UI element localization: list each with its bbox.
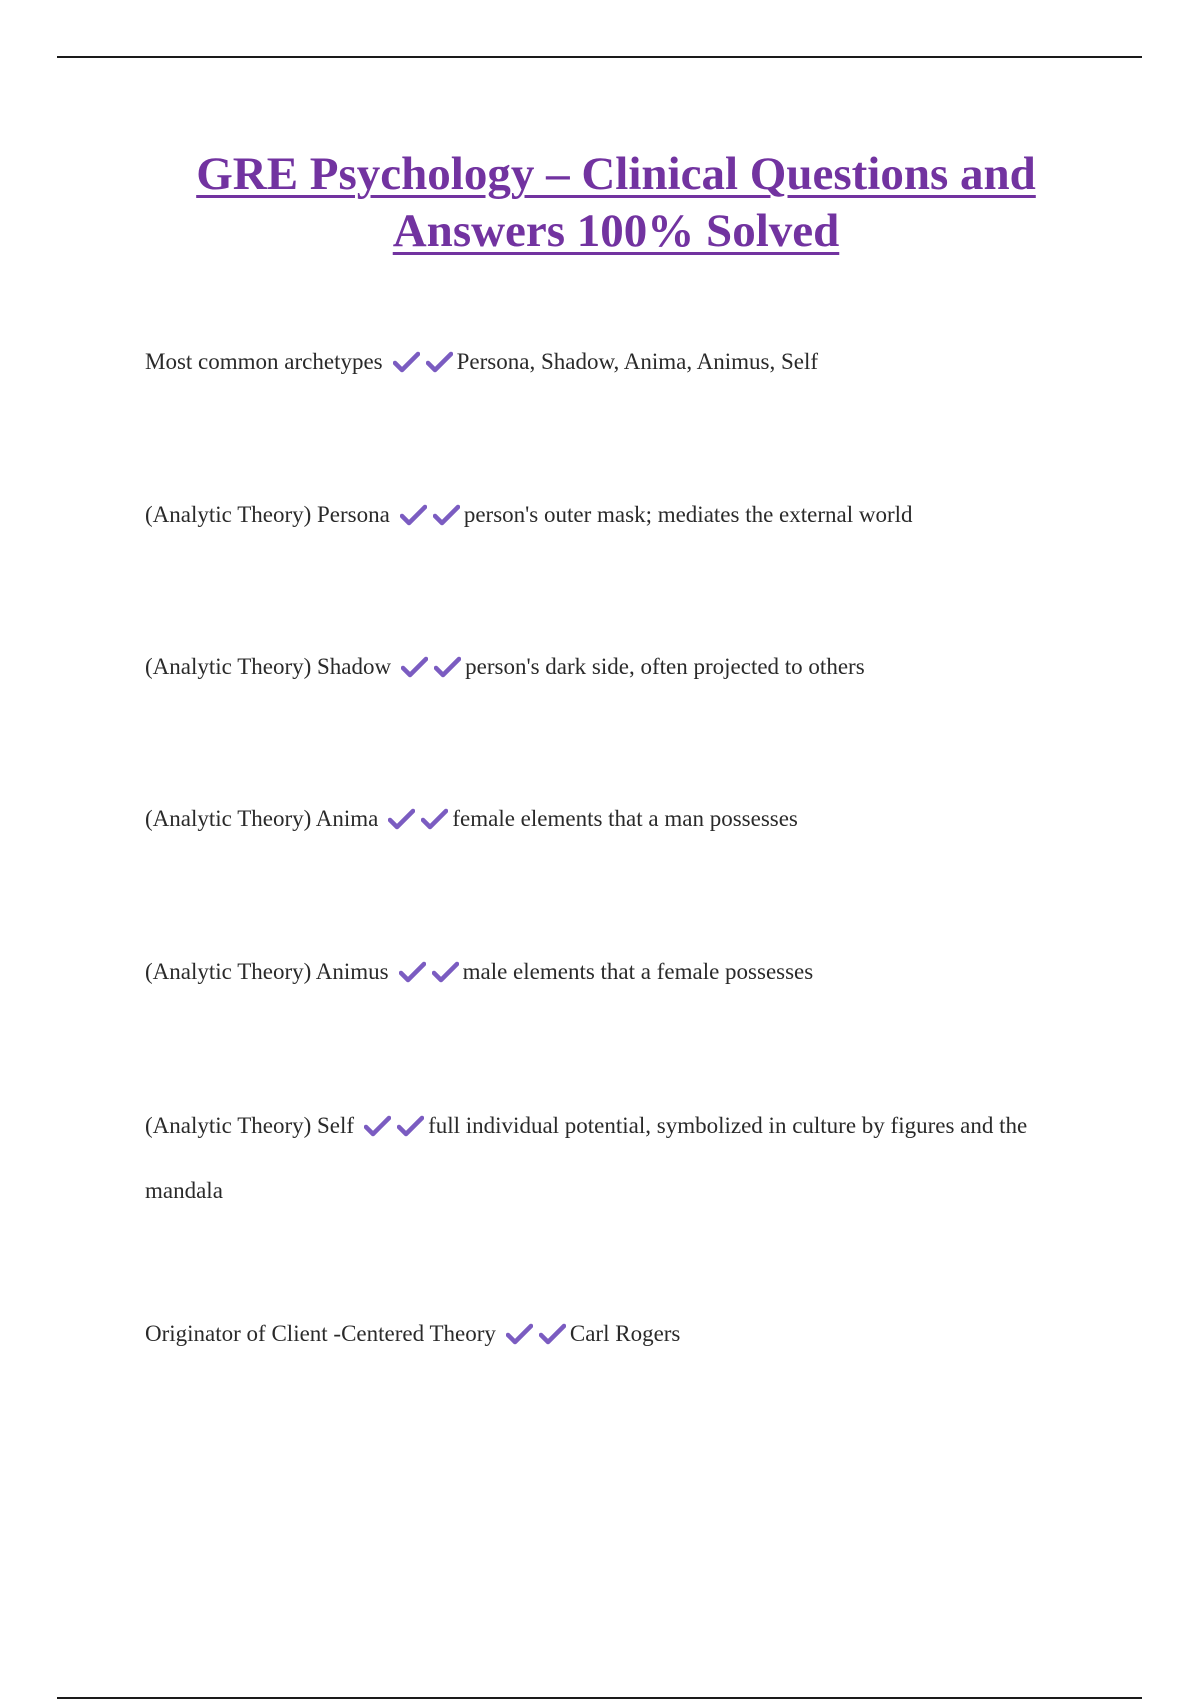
qa-item: [145, 331, 1085, 396]
question-text: (Analytic Theory) Self: [145, 1113, 355, 1138]
check-icon: [539, 1323, 566, 1345]
answer-text: Carl Rogers: [569, 1321, 681, 1346]
qa-item: [145, 636, 1085, 701]
qa-item: [145, 484, 1085, 549]
check-icon: [426, 351, 453, 373]
check-icon: [421, 808, 448, 830]
answer-text: person's outer mask; mediates the external world: [463, 502, 913, 527]
check-icon: [401, 656, 428, 678]
check-icon: [393, 351, 420, 373]
qa-item: [145, 1303, 1085, 1368]
answer-text: person's dark side, often projected to others: [465, 654, 865, 679]
title-line-2: Answers 100% Solved: [392, 205, 840, 257]
check-icon: [506, 1323, 533, 1345]
answer-text: Persona, Shadow, Anima, Animus, Self: [456, 349, 819, 374]
top-rule: [57, 56, 1142, 58]
document-title: [120, 146, 1112, 260]
answer-text: full individual potential, symbolized in culture by figures and the mandala: [145, 1113, 1028, 1203]
answer-marker: [506, 1307, 566, 1368]
answer-marker: [400, 488, 460, 549]
answer-marker: [399, 945, 459, 1006]
answer-marker: [393, 335, 453, 396]
check-icon: [434, 656, 461, 678]
title-line-1: GRE Psychology – Clinical Questions and: [196, 148, 1036, 200]
question-text: Originator of Client -Centered Theory: [145, 1321, 496, 1346]
check-icon: [433, 504, 460, 526]
check-icon: [397, 1115, 424, 1137]
question-text: Most common archetypes: [145, 349, 383, 374]
answer-marker: [388, 792, 448, 853]
check-icon: [400, 504, 427, 526]
check-icon: [388, 808, 415, 830]
question-text: (Analytic Theory) Persona: [145, 502, 390, 527]
qa-item: [145, 1095, 1085, 1221]
question-text: (Analytic Theory) Anima: [145, 806, 379, 831]
answer-marker: [364, 1099, 424, 1160]
answer-marker: [401, 640, 461, 701]
check-icon: [399, 961, 426, 983]
answer-text: male elements that a female possesses: [462, 959, 814, 984]
bottom-rule: [57, 1697, 1142, 1699]
qa-item: [145, 788, 1085, 853]
qa-item: [145, 941, 1085, 1006]
check-icon: [432, 961, 459, 983]
answer-text: female elements that a man possesses: [452, 806, 798, 831]
question-text: (Analytic Theory) Shadow: [145, 654, 392, 679]
check-icon: [364, 1115, 391, 1137]
question-text: (Analytic Theory) Animus: [145, 959, 389, 984]
